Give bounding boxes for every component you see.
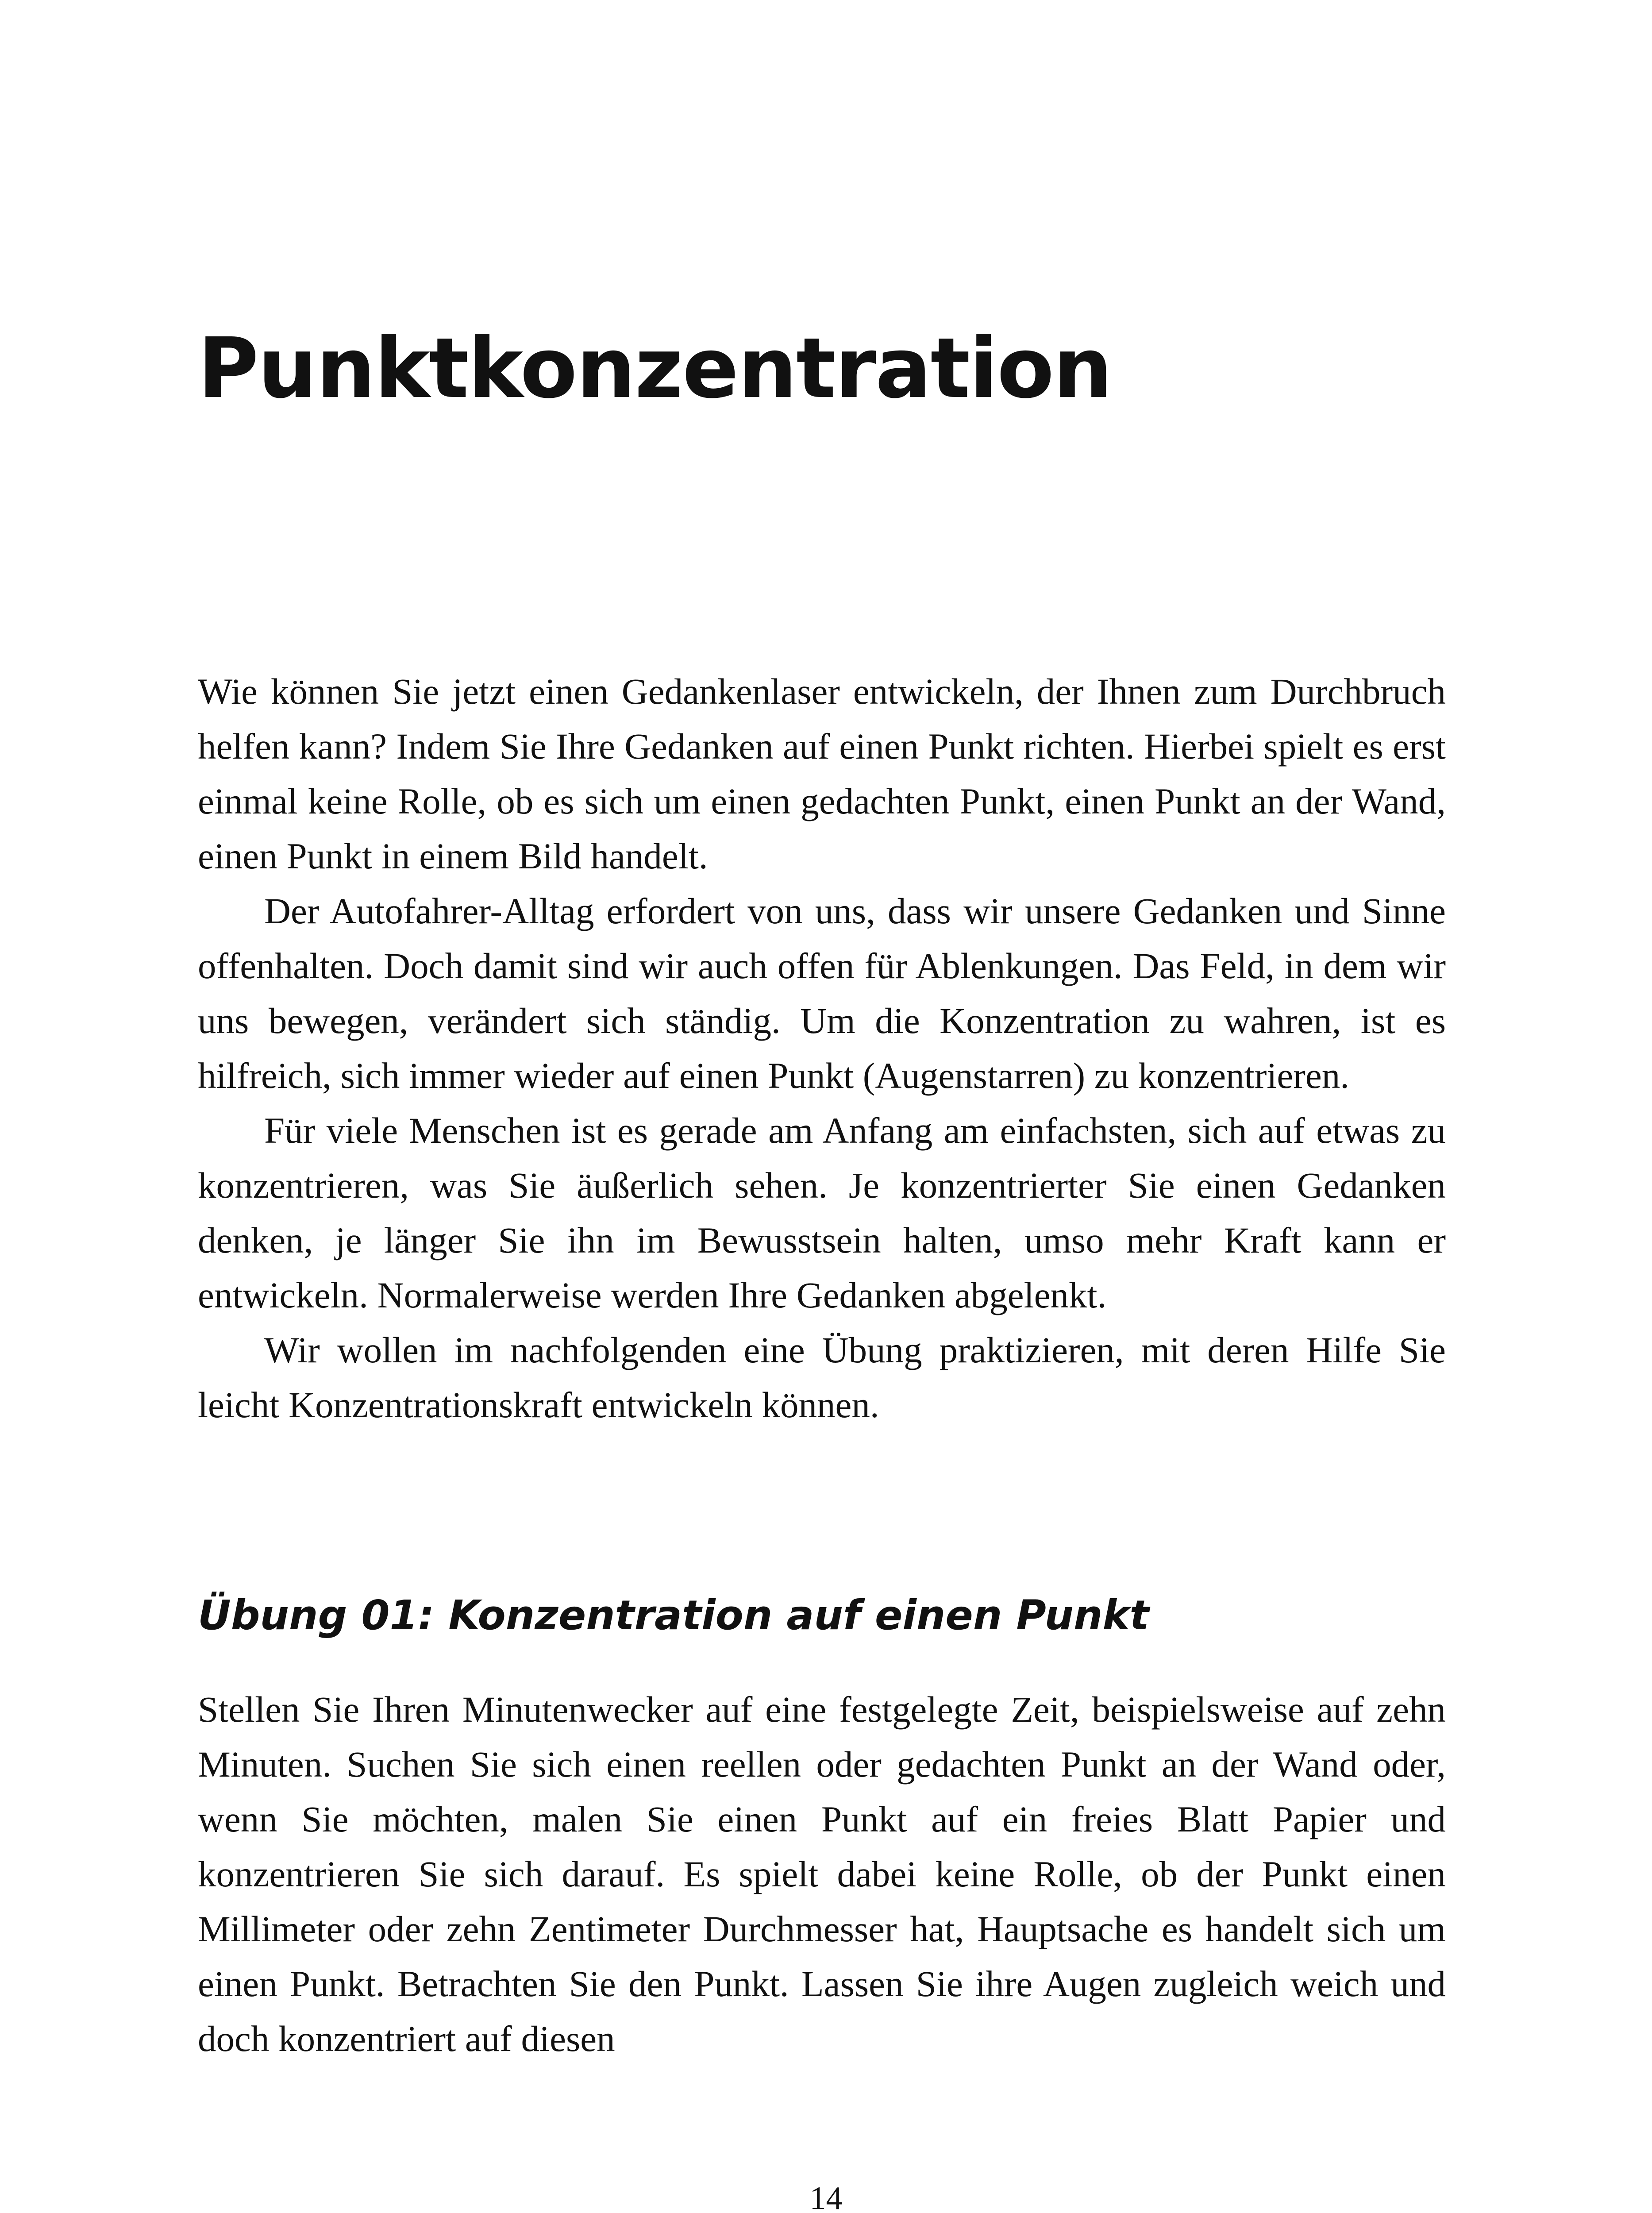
paragraph: Wie können Sie jetzt einen Gedankenlaser entwickeln, der Ihnen zum Durchbruch helfen kann? Indem Sie Ihre Gedanken auf einen Punkt richten. Hierbei spielt es erst einmal keine Rolle, ob es sich um einen gedachten Punkt, einen Punkt an der Wand, einen Punkt in einem Bild handelt. bbox=[198, 671, 1446, 876]
exercise-heading: Übung 01: Konzentration auf einen Punkt bbox=[198, 1592, 1149, 1639]
page-number: 14 bbox=[809, 2180, 843, 2213]
paragraph: Wir wollen im nachfolgenden eine Übung praktizieren, mit deren Hilfe Sie leicht Konzentrationskraft entwickeln können. bbox=[198, 1330, 1446, 1425]
exercise-text bbox=[198, 1682, 1446, 2066]
chapter-title: Punktkonzentration bbox=[198, 320, 1112, 417]
paragraph: Der Autofahrer-Alltag erfordert von uns, dass wir unsere Gedanken und Sinne offenhalten. Doch damit sind wir auch offen für Ablenkungen. Das Feld, in dem wir uns bewegen, verändert sich ständig. Um die Konzentration zu wahren, ist es hilfreich, sich immer wieder auf einen Punkt (Augenstarren) zu konzentrieren. bbox=[198, 891, 1446, 1096]
paragraph: Für viele Menschen ist es gerade am Anfang am einfachsten, sich auf etwas zu konzentrieren, was Sie äußerlich sehen. Je konzentrierter Sie einen Gedanken denken, je länger Sie ihn im Bewusstsein halten, umso mehr Kraft kann er entwickeln. Normalerweise werden Ihre Gedanken abgelenkt. bbox=[198, 1110, 1446, 1315]
paragraph: Stellen Sie Ihren Minutenwecker auf eine festgelegte Zeit, beispielsweise auf zehn Minuten. Suchen Sie sich einen reellen oder gedachten Punkt an der Wand oder, wenn Sie möchten, malen Sie einen Punkt auf ein freies Blatt Papier und konzentrieren Sie sich darauf. Es spielt dabei keine Rolle, ob der Punkt einen Millimeter oder zehn Zentimeter Durchmesser hat, Hauptsache es handelt sich um einen Punkt. Betrachten Sie den Punkt. Lassen Sie ihre Augen zugleich weich und doch konzentriert auf diesen bbox=[198, 1689, 1446, 2059]
intro-text bbox=[198, 664, 1446, 1432]
